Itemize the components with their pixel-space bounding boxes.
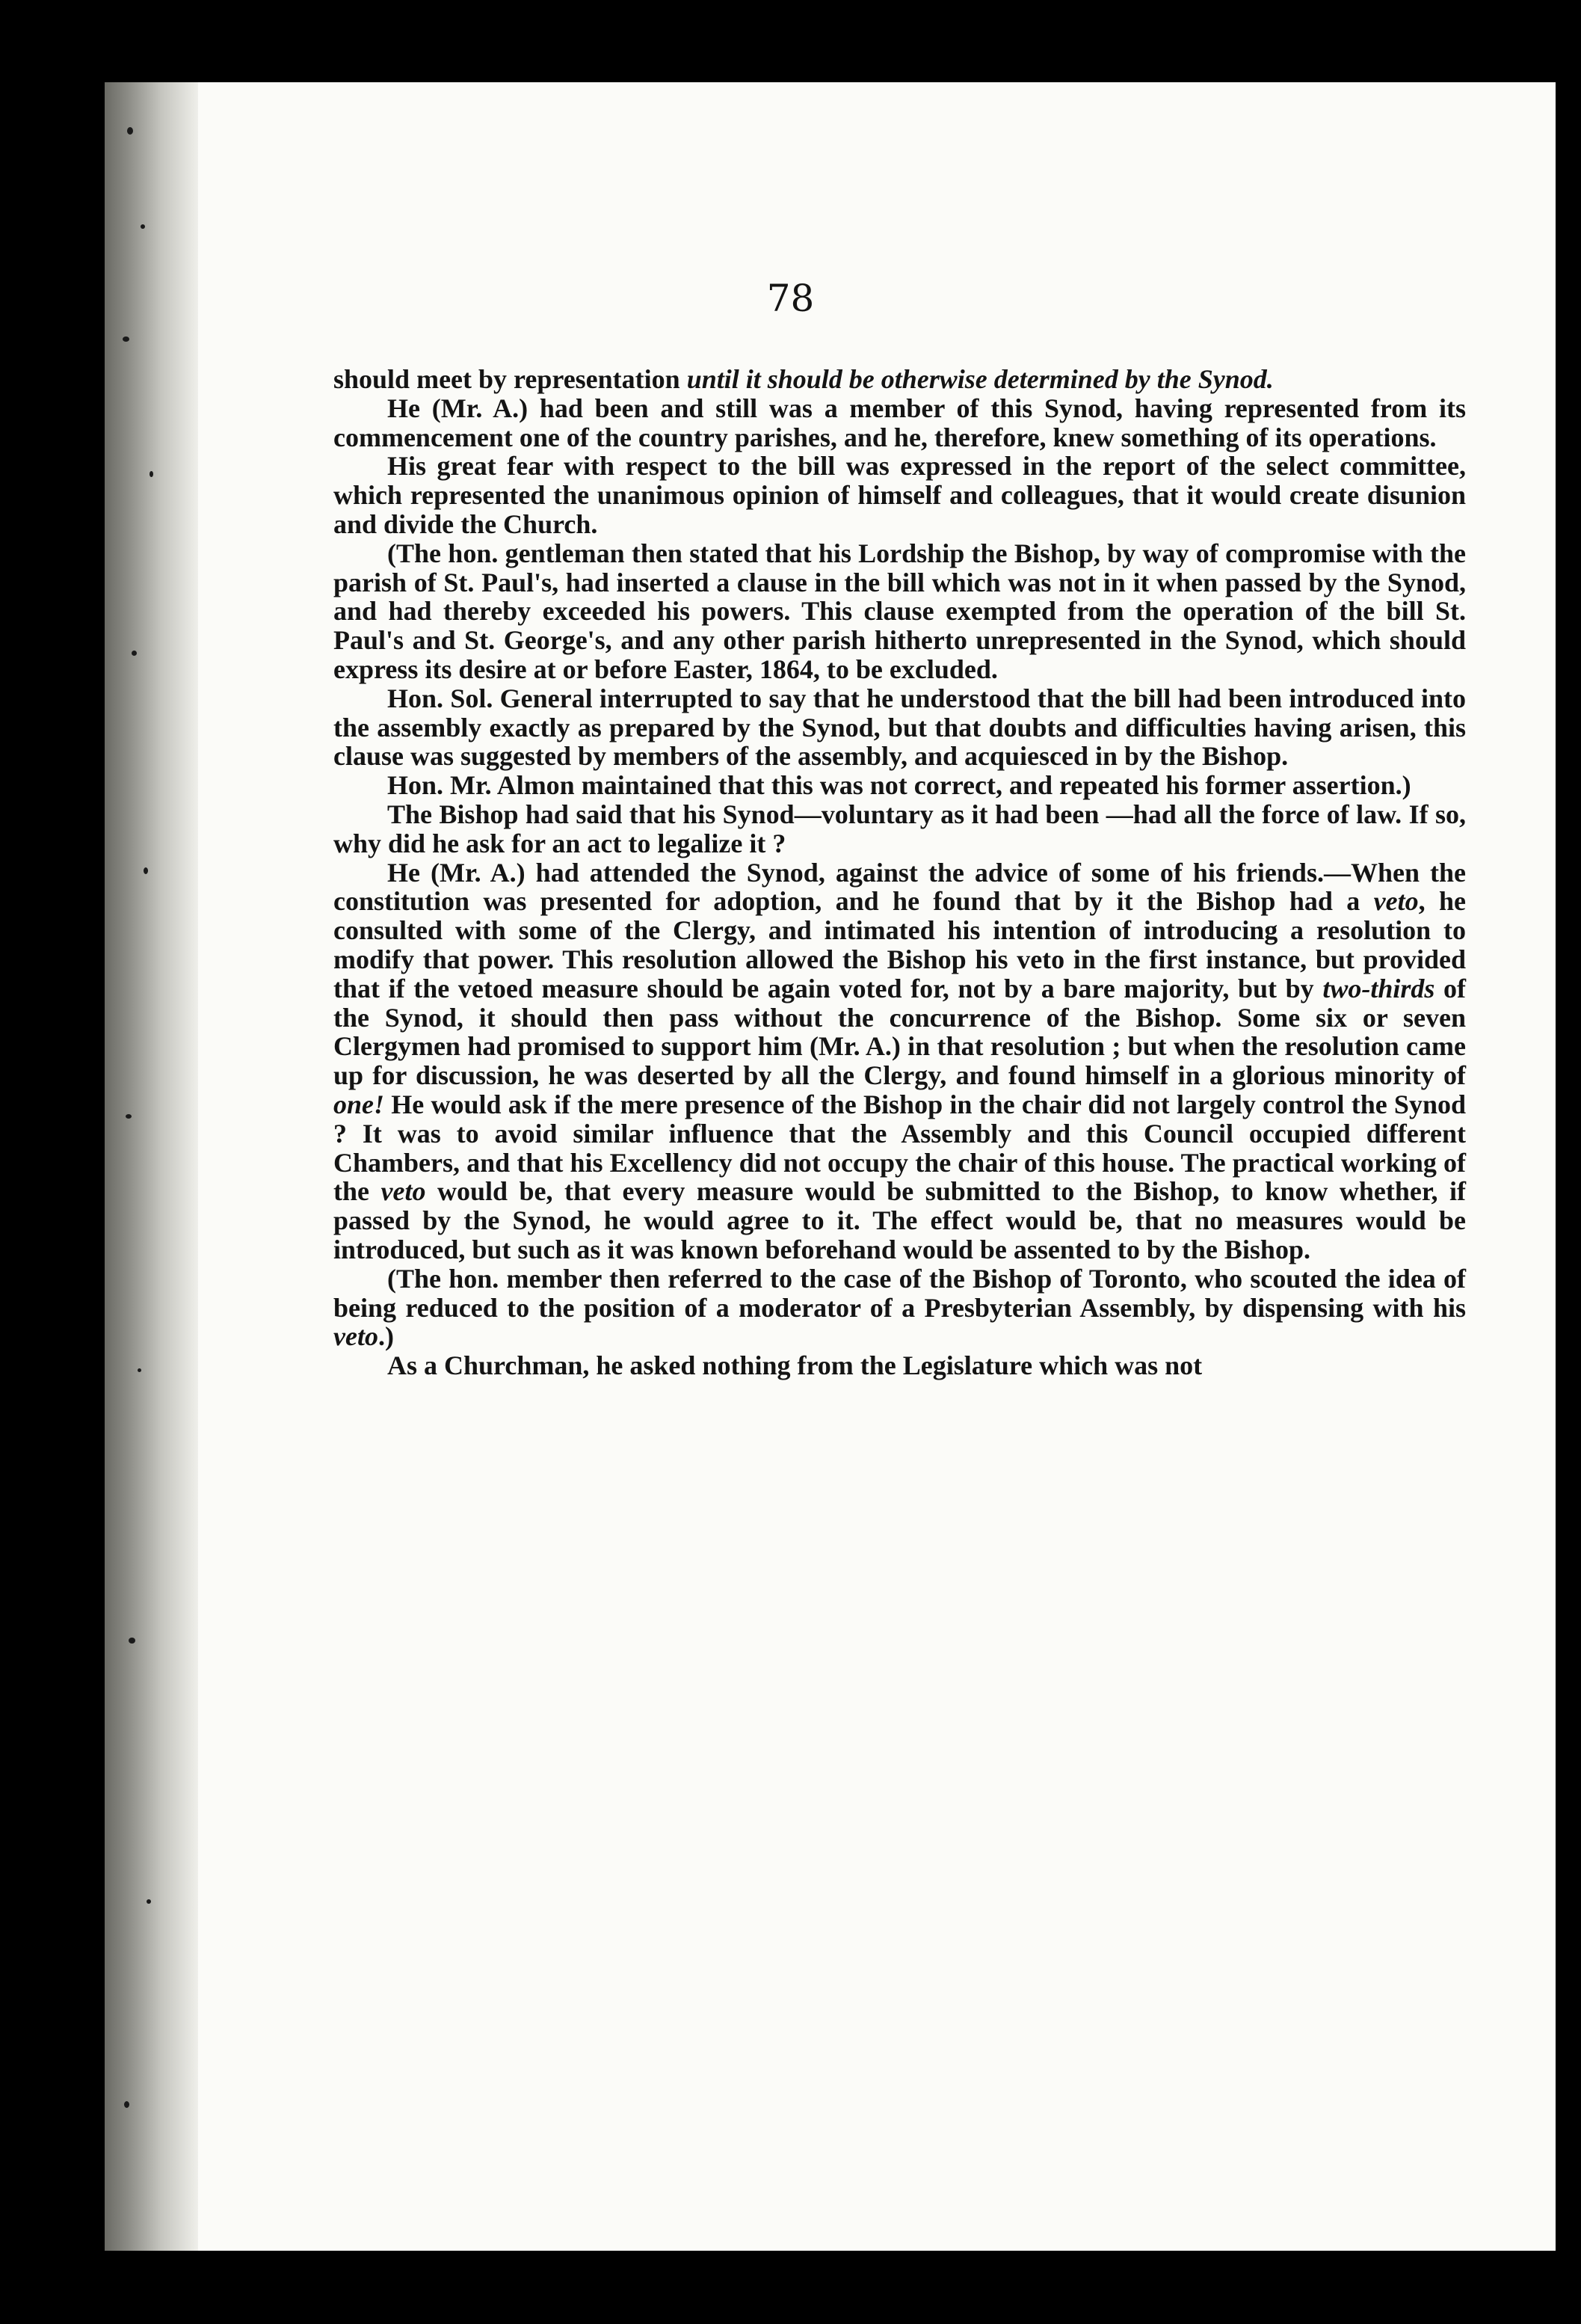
italic-text-run: two-thirds bbox=[1322, 973, 1435, 1003]
italic-text-run: veto bbox=[1373, 886, 1419, 917]
text-run: He (Mr. A.) had been and still was a member of this Synod, having represented from its commencement one of the country parishes, and he, therefore, knew something of its operations. bbox=[333, 393, 1466, 452]
text-run: Hon. Mr. Almon maintained that this was not correct, and repeated his former assertion.) bbox=[387, 770, 1411, 801]
text-run: , he consulted with some of the Clergy, and intimated his intention of introducing a resolution to modify that power. This resolution allowed the Bishop his veto in the first instance, but provided that if the vetoed measure should be again voted for, not by a bare majority, but by bbox=[333, 886, 1467, 1003]
paragraph bbox=[333, 452, 1466, 538]
ink-speck bbox=[147, 1899, 151, 1904]
paragraph bbox=[333, 800, 1466, 858]
body-text bbox=[333, 365, 1466, 1380]
text-run: He would ask if the mere presence of the Bishop in the chair did not largely control the Synod ? It was to avoid similar influence that the Assembly and this Council occupied different Chambers, and that his Excellency did not occupy the chair of this house. The practical working of the bbox=[333, 1089, 1466, 1207]
italic-text-run: until it should be otherwise determined by the Synod. bbox=[686, 364, 1274, 394]
text-run: would be, that every measure would be submitted to the Bishop, to know whether, if passed by the Synod, he would agree to it. The effect would be, that no measures would be introduced, but such as it was known beforehand would be assented to by the Bishop. bbox=[333, 1176, 1466, 1264]
ink-speck bbox=[144, 867, 148, 874]
paragraph bbox=[333, 858, 1466, 1264]
ink-speck bbox=[138, 1368, 141, 1372]
italic-text-run: veto bbox=[333, 1321, 378, 1352]
page-right-edge bbox=[1556, 82, 1566, 2251]
ink-speck bbox=[132, 651, 137, 656]
ink-speck bbox=[150, 471, 153, 477]
text-run: of the Synod, it should then pass without the concurrence of the Bishop. Some six or seven Clergymen had promised to support him (Mr. A.) in that resolution ; but when the resolution came up for discussion, he was deserted by all the Clergy, and found himself in a glorious minority of bbox=[333, 973, 1466, 1091]
text-run: Hon. Sol. General interrupted to say that he understood that the bill had been introduced into the assembly exactly as prepared by the Synod, but that doubts and difficulties having arisen, this clause was suggested by members of the assembly, and acquiesced in by the Bishop. bbox=[333, 683, 1466, 772]
paragraph bbox=[333, 771, 1466, 800]
text-run: The Bishop had said that his Synod—voluntary as it had been —had all the force of law. If so, why did he ask for an act to legalize it ? bbox=[333, 799, 1466, 858]
text-run: should meet by representation bbox=[333, 364, 687, 394]
ink-speck bbox=[129, 1638, 135, 1644]
paragraph bbox=[333, 365, 1466, 394]
paragraph bbox=[333, 684, 1466, 771]
text-run: (The hon. member then referred to the case of the Bishop of Toronto, who scouted the idea of being reduced to the position of a moderator of a Presbyterian Assembly, by dispensing with his bbox=[333, 1263, 1466, 1323]
italic-text-run: veto bbox=[380, 1176, 426, 1207]
text-run: As a Churchman, he asked nothing from the Legislature which was not bbox=[387, 1350, 1203, 1381]
italic-text-run: one! bbox=[333, 1089, 385, 1119]
ink-speck bbox=[126, 1114, 132, 1119]
paragraph bbox=[333, 539, 1466, 684]
ink-speck bbox=[141, 224, 145, 229]
page-number: 78 bbox=[766, 277, 815, 320]
paragraph bbox=[333, 1351, 1466, 1380]
text-run: He (Mr. A.) had attended the Synod, against the advice of some of his friends.—When the constitution was presented for adoption, and he found that by it the Bishop had a bbox=[333, 857, 1466, 917]
paragraph bbox=[333, 1264, 1466, 1351]
ink-speck bbox=[123, 336, 129, 342]
text-run: (The hon. gentleman then stated that his Lordship the Bishop, by way of compromise with the parish of St. Paul's, had inserted a clause in the bill which was not in it when passed by the Synod, and had thereby exceeded his powers. This clause exempted from the operation of the bill St. Paul's and St. George's, and any other parish hitherto unrepresented in the Synod, which should express its desire at or before Easter, 1864, to be excluded. bbox=[333, 538, 1466, 684]
text-run: .) bbox=[377, 1321, 394, 1352]
ink-speck bbox=[127, 127, 133, 135]
paragraph bbox=[333, 394, 1466, 452]
text-run: His great fear with respect to the bill was expressed in the report of the select committee, which represented the unanimous opinion of himself and colleagues, that it would create disunion and divide the Church. bbox=[333, 451, 1466, 539]
ink-speck bbox=[124, 2101, 129, 2108]
binding-gutter bbox=[105, 82, 198, 2251]
